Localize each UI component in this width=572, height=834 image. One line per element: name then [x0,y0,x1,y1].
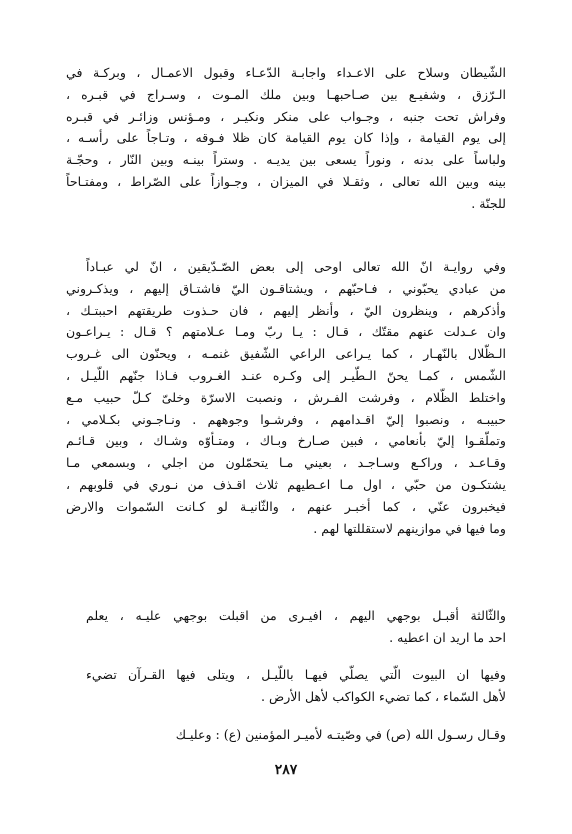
text-line: لأهل السّماء ، كما تضيء الكواكب لأهل الأرض . [260,688,506,704]
text-line: من عبادي يحبّوني ، فـاحبّهم ، ويشتاقـون اليّ فاشتـاق إليهم ، ويذكـروني [66,280,506,296]
text-line: وأذكرهم ، وينظرون اليّ ، وأنظر إليهم ، فان حـذوت طريقتهم احببتـك ، [66,302,506,318]
text-line: وما فيها في موازينهم لاستقللتها لهم . [313,520,506,536]
text-line: ولباساً على بدنه ، ونوراً يسعى بين يديـه . وستراً بينـه وبين النّار ، وحجّـة [66,152,506,168]
text-line: للجنّة . [471,195,506,211]
text-line: والثّالثة أقبـل بوجهي اليهم ، افيـرى من اقبلت بوجهي عليـه ، يعلم [86,608,506,623]
text-line: وقـاعـد ، وراكـع وسـاجـد ، بعيني مـا يتحمّلون من اجلي ، وبسمعي مـا [66,455,506,471]
text-line: وفراش تحت جنبه ، وجـواب على منكر ونكيـر ، ومـؤنس وزائـر في قبـره [66,108,506,124]
text-line: الشّيطان وسلاح على الاعـداء واجابـة الدّعـاء وقبول الاعمـال ، وبركـة في [66,65,506,80]
text-line: وفيها ان البيوت الّتي يصلّي فيهـا باللّيـل ، ويتلى فيها القـرآن تضيء [86,667,506,682]
text-line: الشّمس ، كمـا يحنّ الـطّيـر إلى وكـره عنـد الغـروب فـاذا جنّهم اللّيـل ، [66,368,506,383]
text-line: بينه وبين الله تعالى ، وثقـلا في الميزان ، وجـوازاً على الصّراط ، ومفتـاحاً [66,174,506,189]
text-line: حبيبـه ، ونصبوا إليّ اقـدامهم ، وفرشـوا وجوههم . ونـاجـوني بكـلامي ، [66,411,506,427]
text-line: وفي روايـة انّ الله تعالى اوحى إلى بعض الصّـدّيقين ، انّ لي عبـاداً [86,259,506,274]
text-line: احد ما اريد ان اعطيه . [389,629,506,645]
text-line: وقـال رسـول الله (ص) في وصّيتـه لأميـر المؤمنين (ع) : وعليـك [175,727,506,742]
text-line: إلى يوم القيامة ، وإذا كان يوم القيامة كان ظلا فـوقه ، وتـاجاً على رأسـه ، [66,130,506,146]
text-line: وان عـدلت عنهم مقتّك ، قـال : يـا ربّ ومـا عـلامتهم ؟ قـال : يـراعـون [66,324,506,340]
text-line: الـرّزق ، وشفيـع بين صـاحبهـا وبين ملك المـوت ، وسـراج في قبـره ، [66,86,506,102]
text-line: وتملّقـوا إليّ بأنعامي ، فبين صـارخ وبـاك ، ومتـأوّه وشـاك ، وبين قـائـم [66,433,506,449]
text-line: واختلط الظّلام ، وفرشت الفـرش ، ونصبت الاسرّة وخلىّ كـلّ حبيب مـع [66,389,506,405]
page-number: ٢٨٧ [274,762,298,778]
text-line: الـظّلال بالنّهـار ، كما يـراعى الراعي الشّفيق غنمـه ، ويحنّون الى غـروب [66,346,506,362]
text-line: يشتكـون من حبّي ، اول مـا اعـطيهم ثلاث اقـذف من نـوري في قلوبهم ، [66,477,506,492]
text-line: فيخبرون عنّي ، كما أخبـر عنهم ، والثّانيـة لو كـانت السّموات والارض [66,498,506,514]
